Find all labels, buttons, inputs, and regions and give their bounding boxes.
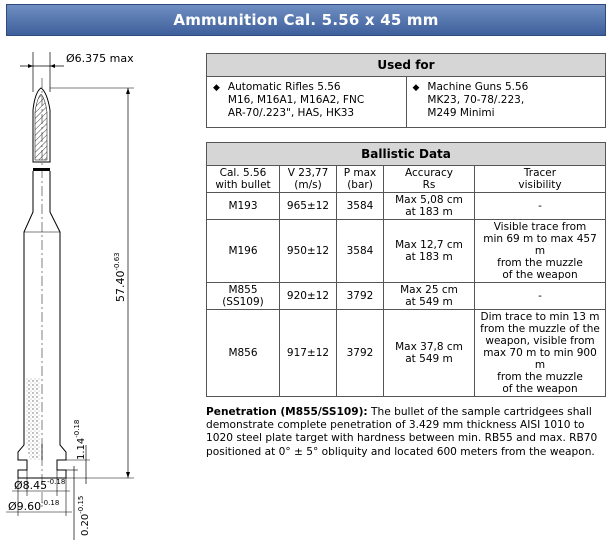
column-header-line: Tracer [523, 167, 557, 179]
cell-line: from the muzzle [497, 257, 583, 269]
column-header-line: visibility [518, 179, 562, 191]
cell-line: of the weapon [502, 383, 578, 395]
cell-line: M856 [228, 347, 258, 359]
used-for-line: AR-70/.223", HAS, HK33 [227, 107, 355, 119]
cell-acc [384, 283, 475, 310]
dim-rim: $Ø9.60^{-0.18}$ [8, 499, 60, 513]
cell-line: M196 [228, 245, 258, 257]
cell-cal [207, 193, 280, 220]
ballistic-data-table [206, 142, 606, 397]
column-header-line: V 23,77 [287, 167, 329, 179]
cell-line: from the muzzle of the [480, 323, 600, 335]
cell-p: 3584 [337, 193, 384, 220]
column-header-line: Cal. 5.56 [219, 167, 267, 179]
cell-line: Max 5,08 cm [395, 194, 463, 206]
cell-line: Visible trace from [493, 221, 587, 233]
column-header-line: (m/s) [294, 179, 322, 191]
cell-line: of the weapon [502, 269, 578, 281]
penetration-paragraph [206, 406, 608, 459]
column-header-line: (bar) [347, 179, 373, 191]
penetration-label: Penetration (M855/SS109): [206, 406, 368, 418]
cell-tracer [475, 283, 606, 310]
cell-v: 950±12 [280, 220, 337, 283]
used-for-line: M16, M16A1, M16A2, FNC [227, 94, 365, 106]
cell-line: M193 [228, 200, 258, 212]
cartridge-drawing [0, 40, 200, 541]
cell-line: Max 25 cm [400, 284, 458, 296]
cell-tracer [475, 220, 606, 283]
used-for-header: Used for [207, 54, 606, 77]
cell-acc [384, 220, 475, 283]
dim-base-offset: $0.20^{-0.15}$ [77, 495, 91, 536]
cell-cal [207, 310, 280, 397]
table-row [207, 193, 606, 220]
cell-cal [207, 283, 280, 310]
cell-line: at 183 m [405, 251, 453, 263]
used-for-rifles [207, 77, 407, 128]
cell-line: M855 [228, 284, 258, 296]
cell-line: max 70 m to min 900 m [483, 347, 597, 371]
used-for-table [206, 53, 606, 128]
column-header [207, 166, 280, 193]
cell-line: Max 12,7 cm [395, 239, 463, 251]
cell-tracer [475, 193, 606, 220]
used-for-machine-guns [406, 77, 606, 128]
cell-acc [384, 310, 475, 397]
used-for-line: Machine Guns 5.56 [427, 81, 529, 93]
column-header [337, 166, 384, 193]
dim-length: $57.40^{-0.63}$ [113, 252, 127, 302]
dim-top: Ø6.375 max [66, 52, 134, 65]
table-row [207, 283, 606, 310]
column-header [280, 166, 337, 193]
cell-tracer [475, 310, 606, 397]
ballistic-header: Ballistic Data [207, 143, 606, 166]
cell-line: min 69 m to max 457 m [483, 233, 597, 257]
table-row [207, 310, 606, 397]
column-header [475, 166, 606, 193]
cell-line: at 549 m [405, 296, 453, 308]
page-title: Ammunition Cal. 5.56 x 45 mm [6, 4, 606, 36]
column-header-line: Accuracy [405, 167, 453, 179]
table-row [207, 220, 606, 283]
cell-line: Dim trace to min 13 m [480, 311, 600, 323]
column-header-line: P max [343, 167, 377, 179]
used-for-line: MK23, 70-78/.223, [427, 94, 525, 106]
cell-line: (SS109) [222, 296, 264, 308]
column-header-line: with bullet [215, 179, 271, 191]
used-for-line: Automatic Rifles 5.56 [227, 81, 341, 93]
cell-v: 917±12 [280, 310, 337, 397]
cell-line: at 549 m [405, 353, 453, 365]
cell-line: - [538, 290, 542, 302]
bullet-icon: ◆ [213, 83, 220, 93]
bullet-icon: ◆ [412, 83, 420, 93]
cell-acc [384, 193, 475, 220]
cell-p: 3584 [337, 220, 384, 283]
penetration-text: The bullet of the sample cartridgees shall demonstrate complete penetration of 3.429 mm thickness AISI 1010 to 1020 steel plate target with hardness between min. RB55 and max. RB70 positioned at 0° ± 5° obliquity and located 600 meters from the weapon. [206, 406, 598, 458]
dim-rim-height: $1.14^{-0.18}$ [73, 419, 87, 460]
cell-line: at 183 m [405, 206, 453, 218]
column-header [384, 166, 475, 193]
cell-line: Max 37,8 cm [395, 341, 463, 353]
column-header-line: Rs [422, 179, 436, 191]
cell-p: 3792 [337, 283, 384, 310]
cell-cal [207, 220, 280, 283]
cell-p: 3792 [337, 310, 384, 397]
dim-groove: $Ø8.45^{-0.18}$ [14, 478, 66, 492]
cell-line: - [538, 200, 542, 212]
cell-v: 965±12 [280, 193, 337, 220]
cell-v: 920±12 [280, 283, 337, 310]
cell-line: weapon, visible from [485, 335, 595, 347]
cell-line: from the muzzle [497, 371, 583, 383]
used-for-line: M249 Minimi [427, 107, 495, 119]
